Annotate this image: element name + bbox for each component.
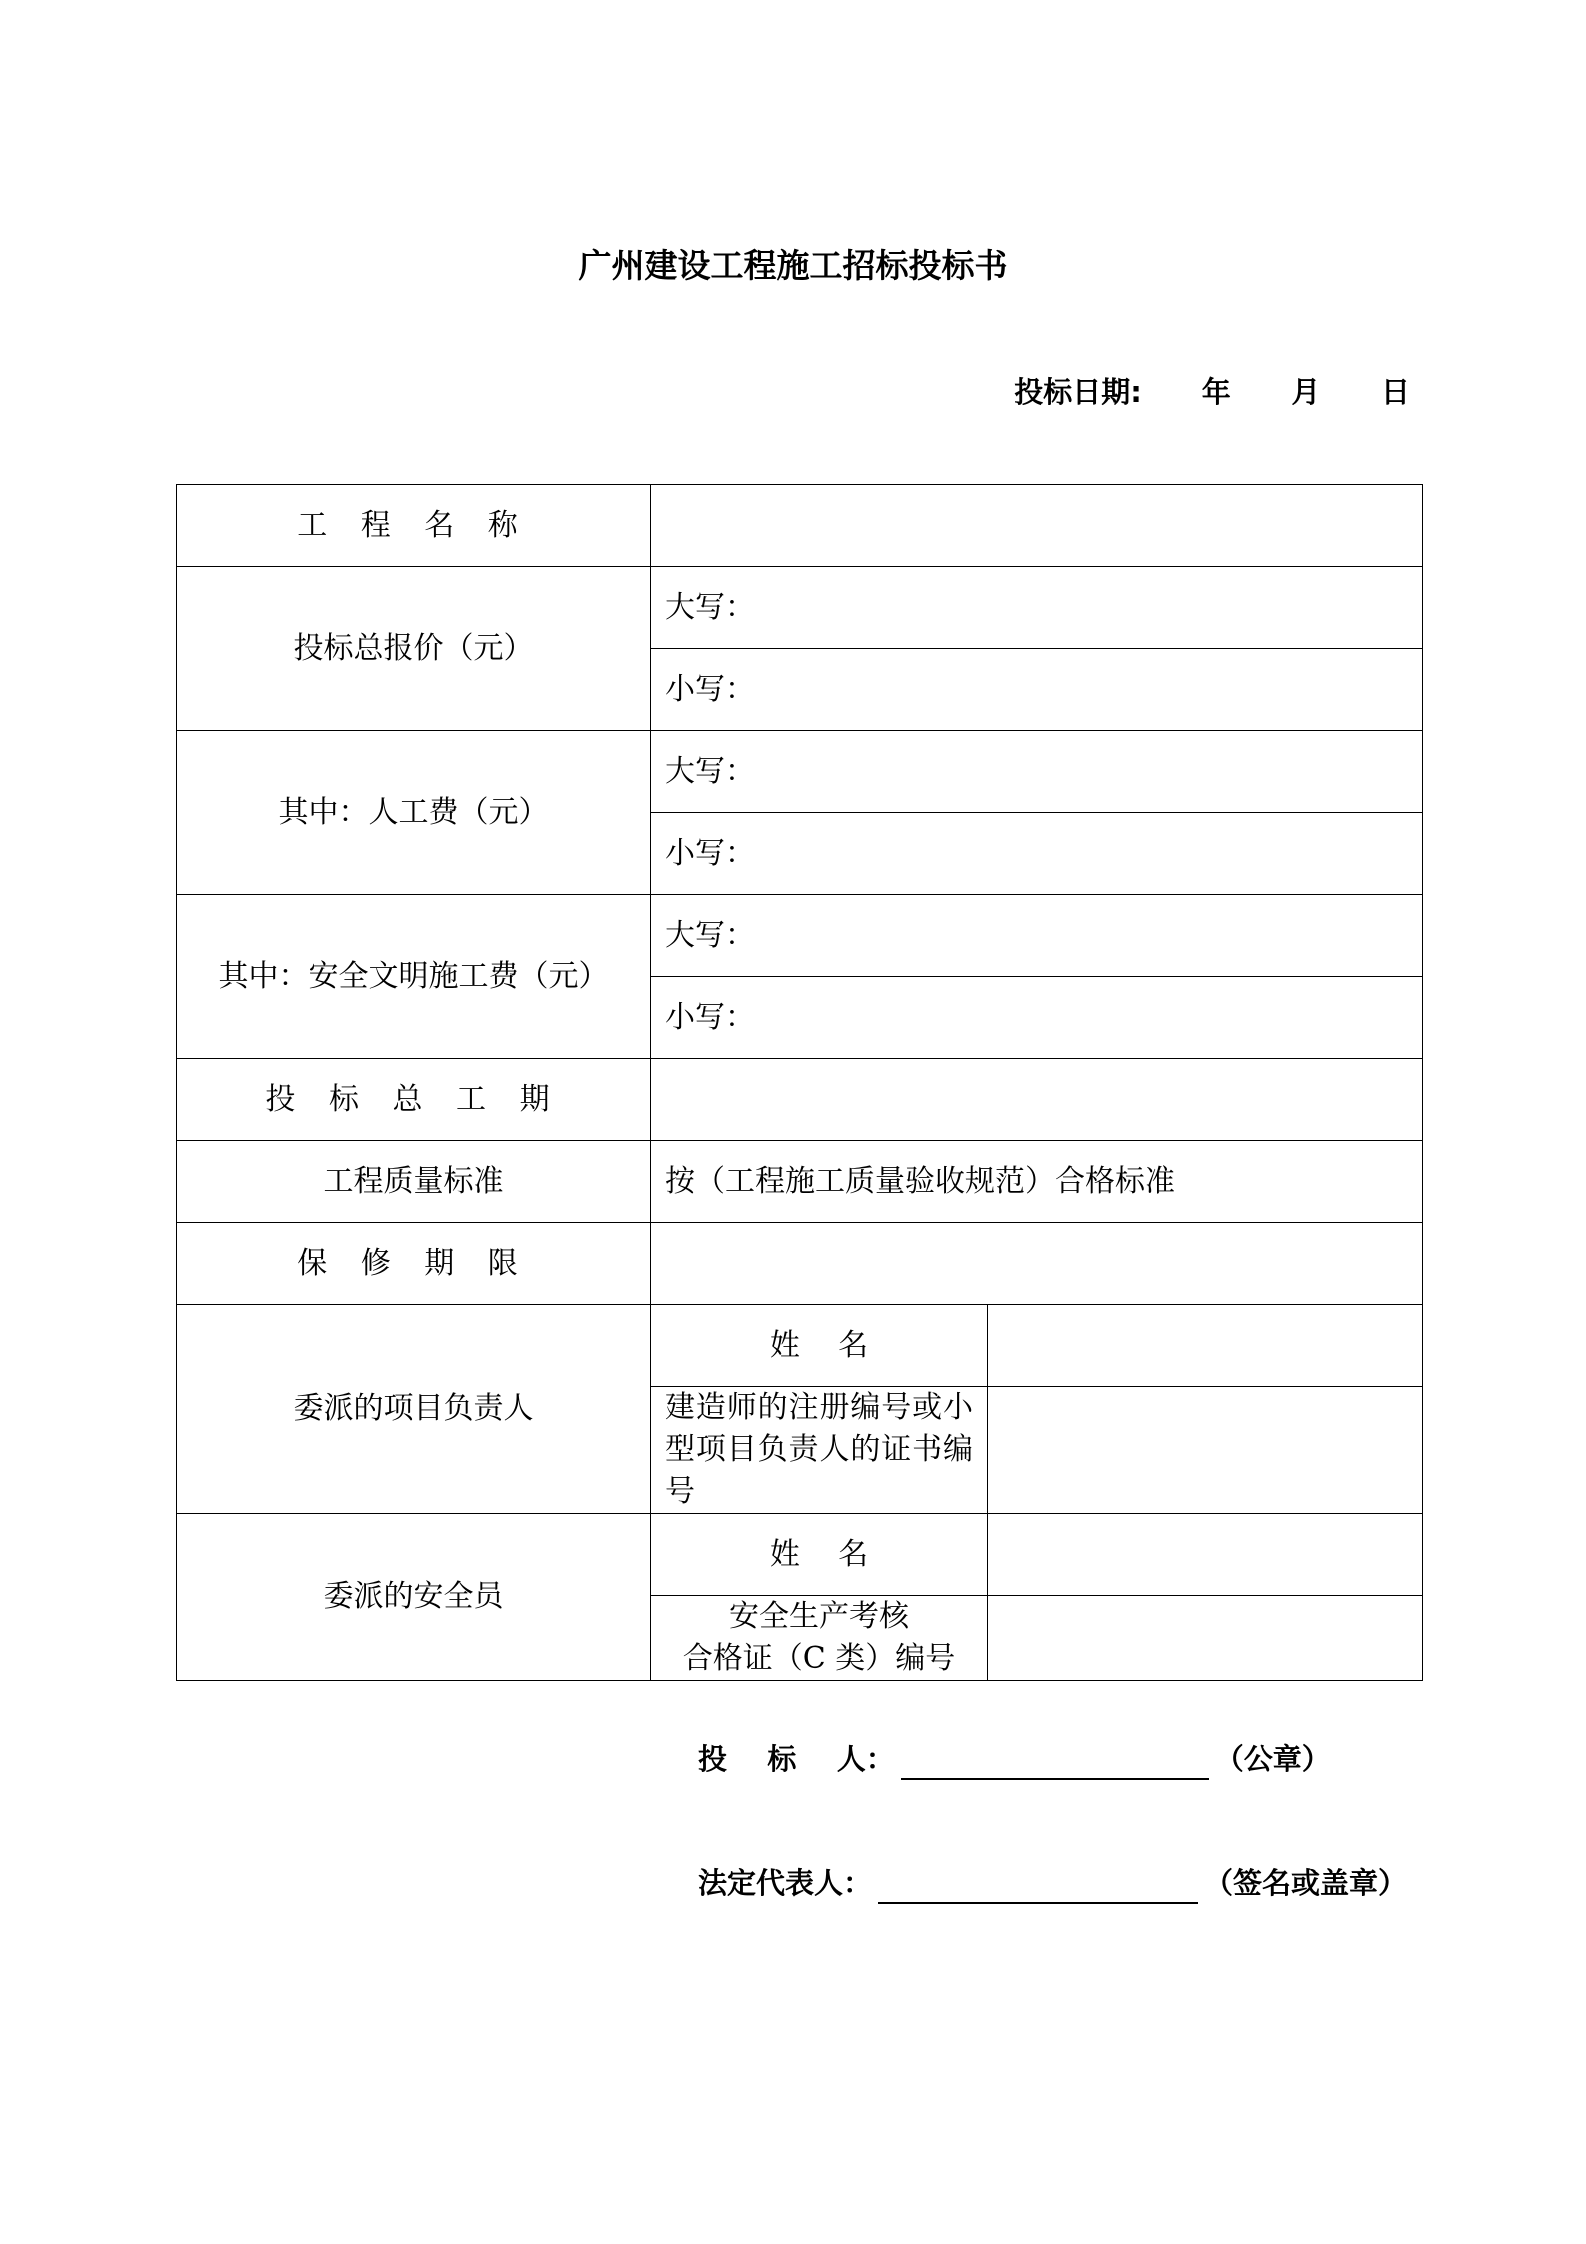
pm-name-field[interactable]	[988, 1305, 1423, 1387]
pm-name-label: 姓 名	[651, 1305, 988, 1387]
labor-cost-uppercase-field[interactable]: 大写：	[651, 731, 1423, 813]
pm-registration-label: 建造师的注册编号或小型项目负责人的证书编号	[651, 1387, 988, 1514]
bidder-label: 投 标 人：	[698, 1742, 895, 1776]
row-quality	[177, 1141, 1423, 1223]
total-period-field[interactable]	[651, 1059, 1423, 1141]
total-price-label: 投标总报价（元）	[177, 567, 651, 731]
legal-rep-signature-line[interactable]	[878, 1866, 1198, 1904]
legal-rep-label: 法定代表人：	[698, 1866, 873, 1900]
bid-date-label: 投标日期:	[1014, 375, 1142, 409]
so-name-label: 姓 名	[651, 1514, 988, 1596]
project-name-label: 工 程 名 称	[177, 485, 651, 567]
row-warranty	[177, 1223, 1423, 1305]
so-cert-label	[651, 1596, 988, 1681]
labor-cost-label: 其中：人工费（元）	[177, 731, 651, 895]
so-cert-line-2: 合格证（C 类）编号	[682, 1641, 956, 1676]
project-manager-label: 委派的项目负责人	[177, 1305, 651, 1514]
so-name-field[interactable]	[988, 1514, 1423, 1596]
so-cert-field[interactable]	[988, 1596, 1423, 1681]
labor-cost-lowercase-field[interactable]: 小写：	[651, 813, 1423, 895]
row-labor-upper	[177, 731, 1423, 813]
bid-date-day: 日	[1380, 375, 1410, 409]
legal-rep-signature-row	[698, 1862, 1407, 1904]
safety-cost-lowercase-field[interactable]: 小写：	[651, 977, 1423, 1059]
document-title: 广州建设工程施工招标投标书	[578, 246, 1008, 285]
legal-rep-suffix: （签名或盖章）	[1204, 1866, 1408, 1900]
total-price-uppercase-field[interactable]: 大写：	[651, 567, 1423, 649]
row-pm-name	[177, 1305, 1423, 1387]
warranty-label: 保 修 期 限	[177, 1223, 651, 1305]
row-total-price-upper	[177, 567, 1423, 649]
safety-cost-uppercase-field[interactable]: 大写：	[651, 895, 1423, 977]
quality-standard-value: 按（工程施工质量验收规范）合格标准	[651, 1141, 1423, 1223]
warranty-field[interactable]	[651, 1223, 1423, 1305]
total-price-lowercase-field[interactable]: 小写：	[651, 649, 1423, 731]
so-cert-line-1: 安全生产考核	[729, 1599, 909, 1634]
project-name-field[interactable]	[651, 485, 1423, 567]
bid-form-table	[176, 484, 1423, 1681]
row-total-period	[177, 1059, 1423, 1141]
bidder-signature-line[interactable]	[901, 1742, 1209, 1780]
bidder-signature-row	[698, 1738, 1331, 1780]
bid-date-month: 月	[1291, 375, 1321, 409]
quality-standard-label: 工程质量标准	[177, 1141, 651, 1223]
safety-officer-label: 委派的安全员	[177, 1514, 651, 1681]
bidder-suffix: （公章）	[1214, 1742, 1331, 1776]
total-period-label: 投 标 总 工 期	[177, 1059, 651, 1141]
row-so-name	[177, 1514, 1423, 1596]
safety-cost-label: 其中：安全文明施工费（元）	[177, 895, 651, 1059]
row-project-name	[177, 485, 1423, 567]
row-safety-upper	[177, 895, 1423, 977]
bid-date-year: 年	[1201, 375, 1231, 409]
pm-registration-field[interactable]	[988, 1387, 1423, 1514]
bid-date	[1014, 370, 1410, 414]
